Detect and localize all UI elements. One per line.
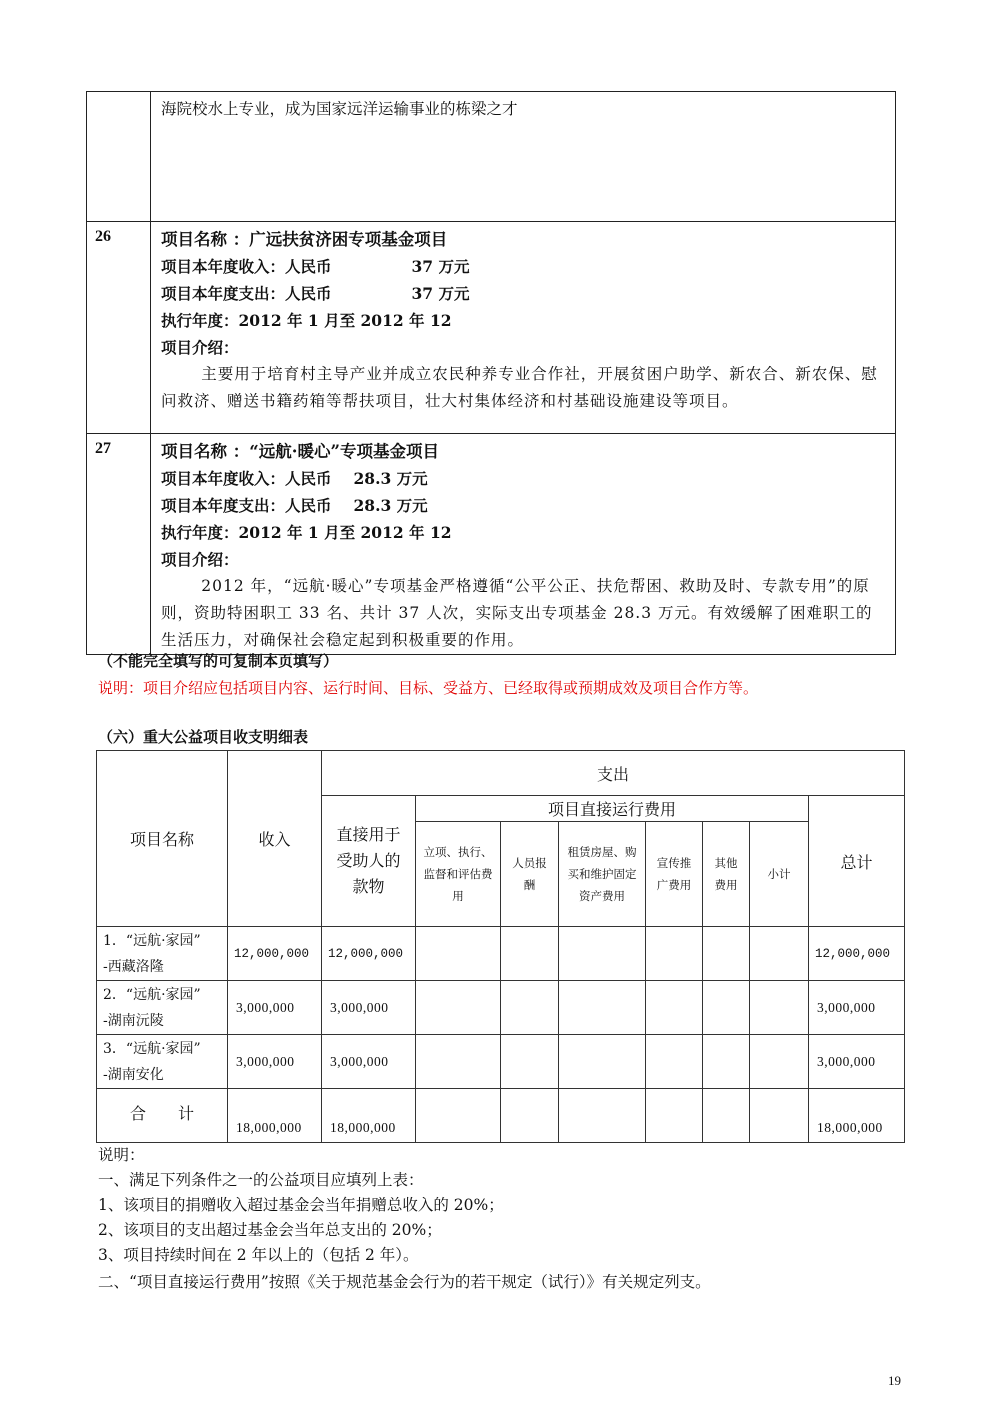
- row-number: 27: [87, 434, 151, 655]
- row-income: 12,000,000: [228, 927, 322, 981]
- project-period: 执行年度：2012 年 1 月至 2012 年 12: [161, 311, 452, 330]
- header-asset-cost: 租赁房屋、购买和维护固定资产费用: [559, 822, 646, 927]
- expense-table: [96, 750, 905, 1143]
- project-cell: [151, 434, 896, 655]
- row-number: 26: [87, 222, 151, 434]
- sum-direct-aid: 18,000,000: [322, 1089, 416, 1143]
- project-table: [86, 91, 896, 655]
- copy-note: （不能完全填写的可复制本页填写）: [98, 652, 339, 670]
- row-project-name: 2．“远航·家园” -湖南沅陵: [97, 981, 228, 1035]
- row-income: 3,000,000: [228, 981, 322, 1035]
- row-total: 3,000,000: [809, 1035, 905, 1089]
- header-other-cost: 其他费用: [703, 822, 750, 927]
- footnote: 3、项目持续时间在 2 年以上的（包括 2 年）。: [98, 1246, 419, 1264]
- red-instruction: 说明：项目介绍应包括项目内容、运行时间、目标、受益方、已经取得或预期成效及项目合作方等。: [98, 679, 759, 697]
- project-cell: [151, 222, 896, 434]
- project-name: 项目名称 ：广远扶贫济困专项基金项目: [161, 230, 448, 249]
- row-project-name: 1．“远航·家园” -西藏洛隆: [97, 927, 228, 981]
- row-income: 3,000,000: [228, 1035, 322, 1089]
- footnote: 2、该项目的支出超过基金会当年总支出的 20%；: [98, 1221, 442, 1239]
- header-promotion-cost: 宣传推广费用: [646, 822, 703, 927]
- header-project-name: 项目名称: [97, 751, 228, 927]
- project-intro: 2012 年，“远航·暖心”专项基金严格遵循“公平公正、扶危帮困、救助及时、专款专用”的原则，资助特困职工 33 名、共计 37 人次，实际支出专项基金 28.3 万元。有效缓解了困难职工的生活压力，对确保社会稳定起到积极重要的作用。: [161, 577, 873, 649]
- project-income: 项目本年度收入：人民币 28.3 万元: [161, 469, 428, 488]
- header-subtotal: 小计: [750, 822, 809, 927]
- table-row: [97, 1035, 905, 1089]
- project-intro-label: 项目介绍：: [161, 338, 239, 357]
- footnote: 二、“项目直接运行费用”按照《关于规范基金会行为的若干规定（试行）》有关规定列支。: [98, 1273, 711, 1291]
- header-income: 收入: [228, 751, 322, 927]
- row-number: [87, 92, 151, 222]
- row-direct-aid: 3,000,000: [322, 981, 416, 1035]
- section-title: （六）重大公益项目收支明细表: [98, 728, 309, 746]
- page-number: 19: [888, 1373, 901, 1388]
- header-project-mgmt-cost: 立项、执行、监督和评估费用: [416, 822, 501, 927]
- project-name: 项目名称 ：“远航·暖心”专项基金项目: [161, 442, 439, 461]
- row-total: 12,000,000: [809, 927, 905, 981]
- footnote: 一、满足下列条件之一的公益项目应填列上表：: [98, 1171, 424, 1189]
- header-operating-cost: 项目直接运行费用: [416, 796, 809, 822]
- project-intro: 主要用于培育村主导产业并成立农民种养专业合作社，开展贫困户助学、新农合、新农保、慰问救济、赠送书籍药箱等帮扶项目，壮大村集体经济和村基础设施建设等项目。: [161, 365, 878, 410]
- header-staff-pay: 人员报酬: [501, 822, 559, 927]
- header-total: 总计: [809, 796, 905, 927]
- sum-income: 18,000,000: [228, 1089, 322, 1143]
- header-direct-aid: 直接用于受助人的款物: [322, 796, 416, 927]
- project-expense: 项目本年度支出：人民币 37 万元: [161, 284, 470, 303]
- project-period: 执行年度：2012 年 1 月至 2012 年 12: [161, 523, 452, 542]
- table-row: [87, 434, 896, 655]
- header-expense: 支出: [322, 751, 905, 796]
- project-intro-label: 项目介绍：: [161, 550, 239, 569]
- project-expense: 项目本年度支出：人民币 28.3 万元: [161, 496, 428, 515]
- sum-total: 18,000,000: [809, 1089, 905, 1143]
- project-cell: [151, 92, 896, 222]
- table-row: [97, 1089, 905, 1143]
- sum-label: 合 计: [97, 1089, 228, 1143]
- row-project-name: 3．“远航·家园” -湖南安化: [97, 1035, 228, 1089]
- table-row: [87, 222, 896, 434]
- table-row: [87, 92, 896, 222]
- row-direct-aid: 3,000,000: [322, 1035, 416, 1089]
- row-direct-aid: 12,000,000: [322, 927, 416, 981]
- footnote: 1、该项目的捐赠收入超过基金会当年捐赠总收入的 20%；: [98, 1196, 504, 1214]
- footnote: 说明：: [98, 1146, 145, 1164]
- table-row: [97, 927, 905, 981]
- row-total: 3,000,000: [809, 981, 905, 1035]
- table-row: [97, 981, 905, 1035]
- project-income: 项目本年度收入：人民币 37 万元: [161, 257, 470, 276]
- project-text: 海院校水上专业，成为国家远洋运输事业的栋梁之才: [161, 100, 518, 118]
